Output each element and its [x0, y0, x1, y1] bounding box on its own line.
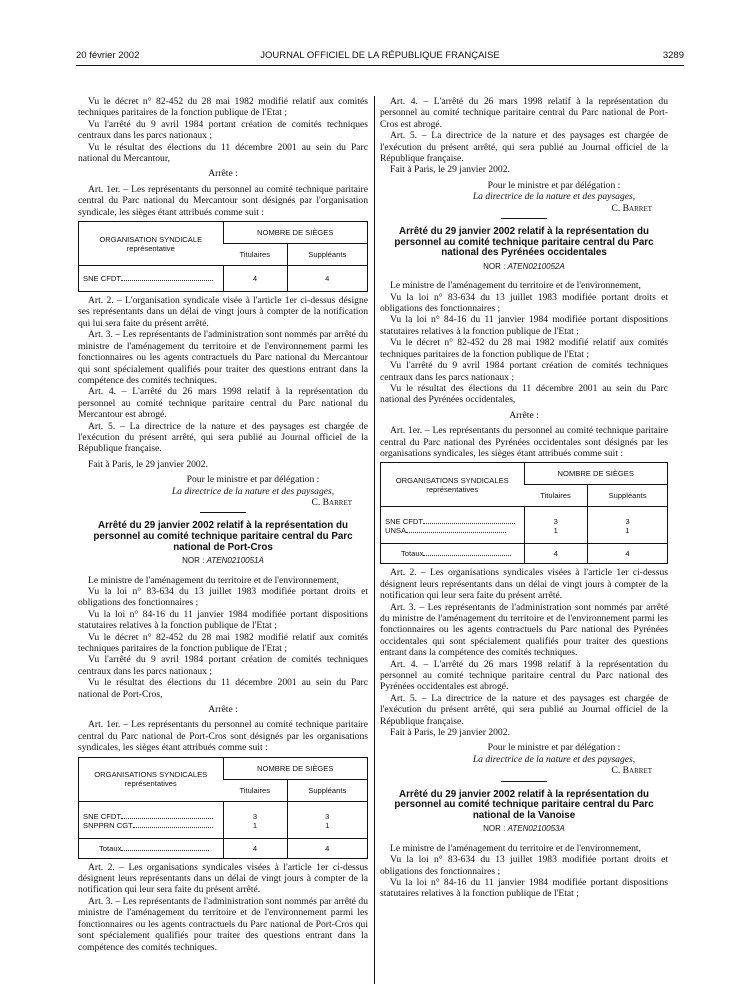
- table-row-org: UNSA: [381, 526, 525, 544]
- totals-label: Totaux: [79, 838, 224, 858]
- signature-delegation: Pour le ministre et par délégation :: [186, 474, 320, 486]
- table-row-titulaires: 1: [223, 821, 287, 839]
- visa: Vu le décret n° 82-452 du 28 mai 1982 modifié relatif aux comités techniques paritaires de la fonction publique de l'Etat ;: [380, 337, 668, 360]
- nor-reference: NOR : ATEN0210053A: [483, 824, 565, 834]
- seats-table-pyrenees: [380, 462, 668, 564]
- visa: Vu le résultat des élections du 11 décembre 2001 au sein du Parc national de Port-Cros,: [78, 677, 368, 700]
- visa: Le ministre de l'aménagement du territoire et de l'environnement,: [88, 574, 339, 586]
- signature-title: La directrice de la nature et des paysages,: [472, 191, 636, 203]
- article: Art. 1er. – Les représentants du personnel au comité technique paritaire central du Parc national de Port-Cros sont désignés par les organisations syndicales, les sièges étant attribués comme suit :: [78, 719, 368, 754]
- table-row-titulaires: 3: [223, 801, 287, 821]
- signature-delegation: Pour le ministre et par délégation :: [487, 179, 621, 191]
- visa: Le ministre de l'aménagement du territoire et de l'environnement,: [390, 842, 641, 854]
- visa: Vu la loi n° 83-634 du 13 juillet 1983 modifiée portant droits et obligations des fonctionnaires ;: [380, 854, 668, 877]
- org-subheader: représentative: [126, 243, 175, 253]
- header-rule: [76, 65, 684, 66]
- totals-titulaires: 4: [524, 544, 588, 564]
- article: Art. 3. – Les représentants de l'administration sont nommés par arrêté du ministre de l'aménagement du territoire et de l'environnement parmi les fonctionnaires ou les agents contractuels du Parc national des Pyrénées occidentales qui sont spécialement qualifiés pour traiter des questions entrant dans la compétence des comités techniques.: [380, 601, 668, 659]
- header-page-number: 3289: [662, 50, 684, 61]
- page-header: [76, 50, 684, 64]
- table-row-suppleants: 3: [588, 507, 668, 527]
- signature-title: La directrice de la nature et des paysages,: [171, 485, 335, 497]
- org-header-cell: [79, 757, 224, 801]
- arrete-title: Arrêté du 29 janvier 2002 relatif à la représentation du personnel au comité technique paritaire central du Parc national de Port-Cros: [93, 520, 353, 553]
- article: Art. 5. – La directrice de la nature et des paysages est chargée de l'exécution du présent arrêté, qui sera publié au Journal officiel de la République française.: [380, 692, 668, 727]
- visa: Vu la loi n° 84-16 du 11 janvier 1984 modifiée portant dispositions statutaires relatives à la fonction publique de l'Etat ;: [78, 608, 368, 632]
- table-row-titulaires: 4: [223, 266, 287, 292]
- left-column: [78, 96, 368, 953]
- totals-label: Totaux: [381, 544, 525, 564]
- visa: Vu la loi n° 84-16 du 11 janvier 1984 modifiée portant dispositions statutaires relatives à la fonction publique de l'Etat ;: [380, 314, 668, 337]
- org-header-cell: [381, 463, 525, 507]
- visa: Vu la loi n° 83-634 du 13 juillet 1983 modifiée portant droits et obligations des fonctionnaires ;: [78, 585, 368, 609]
- totals-suppleants: 4: [287, 838, 368, 858]
- article: Art. 1er. – Les représentants du personnel au comité technique paritaire central du Parc national des Pyrénées occidentales sont désignés par les organisations syndicales, les sièges étant attribués comme suit :: [380, 425, 668, 459]
- totals-titulaires: 4: [223, 838, 287, 858]
- visa: Vu l'arrêté du 9 avril 1984 portant création de comités techniques centraux dans les parcs nationaux ;: [78, 654, 368, 677]
- article: Art. 2. – Les organisations syndicales visées à l'article 1er ci-dessus désignent leurs représentants dans un délai de vingt jours à compter de la notification qui leur sera faite du présent arrêté.: [380, 567, 668, 602]
- article: Art. 1er. – Les représentants du personnel au comité technique paritaire central du Parc national du Mercantour sont désignés par l'organisation syndicale, les sièges étant attribués comme suit :: [78, 183, 368, 218]
- visa: Vu le décret n° 82-452 du 28 mai 1982 modifié relatif aux comités techniques paritaires de la fonction publique de l'Etat ;: [78, 96, 368, 119]
- org-subheader: représentatives: [124, 779, 177, 789]
- visa: Le ministre de l'aménagement du territoire et de l'environnement,: [390, 280, 641, 292]
- org-header: ORGANISATION SYNDICALE: [99, 234, 203, 244]
- fait-a-paris: Fait à Paris, le 29 janvier 2002.: [88, 458, 208, 470]
- arrete-title: Arrêté du 29 janvier 2002 relatif à la représentation du personnel au comité technique paritaire central du Parc national de la Vanoise: [394, 788, 654, 821]
- table-row-suppleants: 1: [588, 526, 668, 544]
- visa: Vu l'arrêté du 9 avril 1984 portant création de comités techniques centraux dans les parcs nationaux ;: [380, 360, 668, 383]
- titulaires-header: Titulaires: [223, 779, 287, 801]
- article: Art. 5. – La directrice de la nature et des paysages est chargée de l'exécution du présent arrêté, qui sera publié au Journal officiel de la République française.: [380, 130, 668, 165]
- arrete-title: Arrêté du 29 janvier 2002 relatif à la représentation du personnel au comité technique paritaire central du Parc national des Pyrénées occidentales: [394, 226, 654, 259]
- org-subheader: représentatives: [426, 484, 479, 494]
- suppleants-header: Suppléants: [287, 779, 368, 801]
- article: Art. 3. – Les représentants de l'administration sont nommés par arrêté du ministre de l'aménagement du territoire et de l'environnement parmi les fonctionnaires ou les agents contractuels du Parc national de Port-Cros qui sont spécialement qualifiés pour traiter des questions entrant dans la compétence des comités techniques.: [78, 895, 368, 953]
- column-divider: [374, 96, 375, 984]
- org-header: ORGANISATIONS SYNDICALES: [94, 770, 208, 780]
- org-header: ORGANISATIONS SYNDICALES: [395, 475, 509, 485]
- fait-a-paris: Fait à Paris, le 29 janvier 2002.: [390, 727, 510, 739]
- article: Art. 4. – L'arrêté du 26 mars 1998 relatif à la représentation du personnel au comité technique paritaire central du Parc national des Pyrénées occidentales est abrogé.: [380, 658, 668, 693]
- table-row-titulaires: 3: [524, 507, 588, 527]
- table-row-suppleants: 1: [287, 821, 368, 839]
- suppleants-header: Suppléants: [287, 244, 368, 266]
- article: Art. 2. – L'organisation syndicale visée à l'article 1er ci-dessus désigne ses représentants dans un délai de vingt jours à compter de la notification qui lui sera faite du présent arrêté.: [78, 295, 368, 329]
- seats-table-mercantour: [78, 221, 368, 292]
- table-row-suppleants: 4: [287, 266, 368, 292]
- article: Art. 5. – La directrice de la nature et des paysages est chargée de l'exécution du présent arrêté, qui sera publié au Journal officiel de la République française.: [78, 420, 368, 455]
- suppleants-header: Suppléants: [588, 485, 668, 507]
- fait-a-paris: Fait à Paris, le 29 janvier 2002.: [390, 164, 510, 176]
- signature-title: La directrice de la nature et des paysages,: [472, 753, 636, 765]
- table-row-suppleants: 3: [287, 801, 368, 821]
- right-column: [380, 96, 668, 900]
- header-title: JOURNAL OFFICIEL DE LA RÉPUBLIQUE FRANÇAISE: [260, 50, 500, 61]
- visa: Vu le résultat des élections du 11 décembre 2001 au sein du Parc national du Mercantour,: [78, 141, 368, 165]
- nor-reference: NOR : ATEN0210052A: [483, 261, 565, 271]
- signature-name: C. Barret: [611, 765, 652, 777]
- titulaires-header: Titulaires: [524, 485, 588, 507]
- header-date: 20 février 2002: [76, 50, 140, 61]
- article: Art. 3. – Les représentants de l'administration sont nommés par arrêté du ministre de l'aménagement du territoire et de l'environnement parmi les fonctionnaires ou les agents contractuels du Parc national du Mercantour qui sont spécialement qualifiés pour traiter des questions entrant dans la compétence des comités techniques.: [78, 329, 368, 386]
- article: Art. 4. – L'arrêté du 26 mars 1998 relatif à la représentation du personnel au comité technique paritaire central du Parc national du Mercantour est abrogé.: [78, 386, 368, 421]
- seats-header: NOMBRE DE SIÈGES: [223, 757, 368, 779]
- article: Art. 4. – L'arrêté du 26 mars 1998 relatif à la représentation du personnel au comité technique paritaire central du Parc national de Port-Cros est abrogé.: [380, 96, 668, 130]
- titulaires-header: Titulaires: [223, 244, 287, 266]
- arrete-label: Arrête :: [208, 704, 238, 716]
- visa: Vu la loi n° 83-634 du 13 juillet 1983 modifiée portant droits et obligations des fonctionnaires ;: [380, 291, 668, 315]
- table-row-org: SNE CFDT: [381, 507, 525, 527]
- arrete-label: Arrête :: [208, 168, 238, 180]
- seats-header: NOMBRE DE SIÈGES: [524, 463, 668, 485]
- nor-reference: NOR : ATEN0210051A: [182, 556, 264, 566]
- table-row-org: SNPPRN CGT: [79, 821, 224, 839]
- totals-suppleants: 4: [588, 544, 668, 564]
- table-row-org: SNE CFDT: [79, 266, 224, 292]
- visa: Vu l'arrêté du 9 avril 1984 portant création de comités techniques centraux dans les parcs nationaux ;: [78, 118, 368, 142]
- signature-delegation: Pour le ministre et par délégation :: [487, 742, 621, 754]
- seats-table-port-cros: [78, 757, 368, 859]
- visa: Vu la loi n° 84-16 du 11 janvier 1984 modifiée portant dispositions statutaires relatives à la fonction publique de l'Etat ;: [380, 877, 668, 900]
- signature-name: C. Barret: [611, 202, 652, 214]
- visa: Vu le décret n° 82-452 du 28 mai 1982 modifié relatif aux comités techniques paritaires de la fonction publique de l'Etat ;: [78, 631, 368, 654]
- arrete-label: Arrête :: [509, 409, 539, 421]
- visa: Vu le résultat des élections du 11 décembre 2001 au sein du Parc national des Pyrénées occidentales,: [380, 382, 668, 406]
- org-header-cell: [79, 222, 224, 266]
- signature-name: C. Barret: [311, 496, 352, 508]
- article: Art. 2. – Les organisations syndicales visées à l'article 1er ci-dessus désignent leurs représentants dans un délai de vingt jours à compter de la notification qui leur sera faite du présent arrêté.: [78, 861, 368, 896]
- table-row-org: SNE CFDT: [79, 801, 224, 821]
- table-row-titulaires: 1: [524, 526, 588, 544]
- seats-header: NOMBRE DE SIÈGES: [223, 222, 368, 244]
